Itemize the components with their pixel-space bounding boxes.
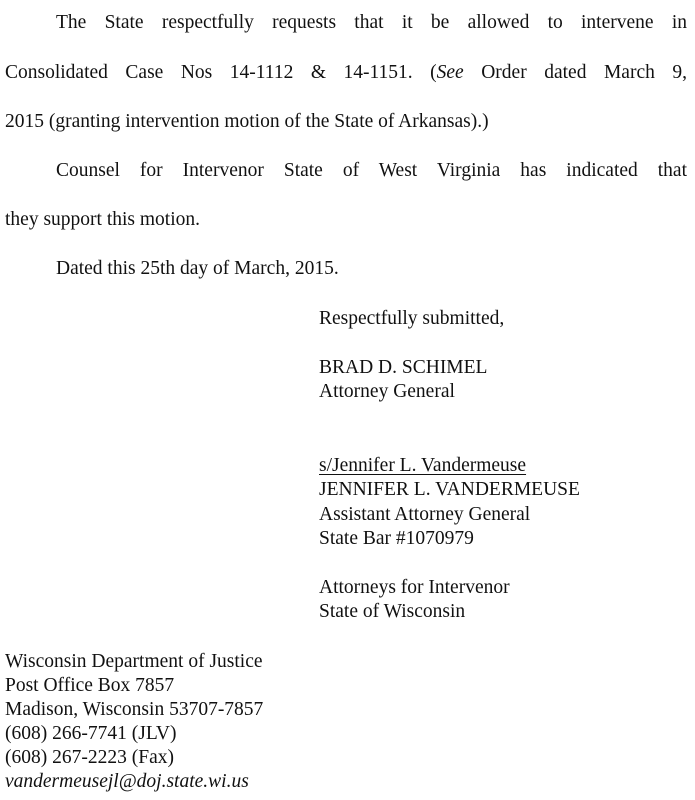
address-phone: (608) 266-7741 (JLV) [5,723,177,744]
address-po-box: Post Office Box 7857 [5,675,175,696]
paragraph-2-line-1: Counsel for Intervenor State of West Virginia has indicated that [56,160,687,181]
attorney-general-title: Attorney General [319,381,455,402]
paragraph-1-line-1: The State respectfully requests that it be allowed to intervene in [56,12,687,33]
paragraph-1-line-2-text-a: Consolidated Case Nos 14-1112 & 14-1151. ( [5,62,437,83]
address-organization: Wisconsin Department of Justice [5,651,263,672]
attorney-title: Assistant Attorney General [319,504,531,525]
paragraph-2-line-2: they support this motion. [5,209,200,230]
address-city: Madison, Wisconsin 53707-7857 [5,699,264,720]
attorney-general-name: BRAD D. SCHIMEL [319,357,488,378]
bar-number: State Bar #1070979 [319,528,474,549]
paragraph-1-line-3: 2015 (granting intervention motion of the State of Arkansas).) [5,111,489,132]
see-signal: See [436,62,464,83]
electronic-signature: s/Jennifer L. Vandermeuse [319,455,527,476]
attorneys-for-line-1: Attorneys for Intervenor [319,577,510,598]
dated-line: Dated this 25th day of March, 2015. [56,258,339,279]
paragraph-1-line-2-text-b: Order dated March 9, [463,62,687,83]
address-fax: (608) 267-2223 (Fax) [5,747,174,768]
address-email[interactable]: vandermeusejl@doj.state.wi.us [5,771,249,792]
paragraph-1-line-2 [5,61,687,85]
attorneys-for-line-2: State of Wisconsin [319,601,466,622]
closing: Respectfully submitted, [319,308,505,329]
attorney-name: JENNIFER L. VANDERMEUSE [319,479,580,500]
